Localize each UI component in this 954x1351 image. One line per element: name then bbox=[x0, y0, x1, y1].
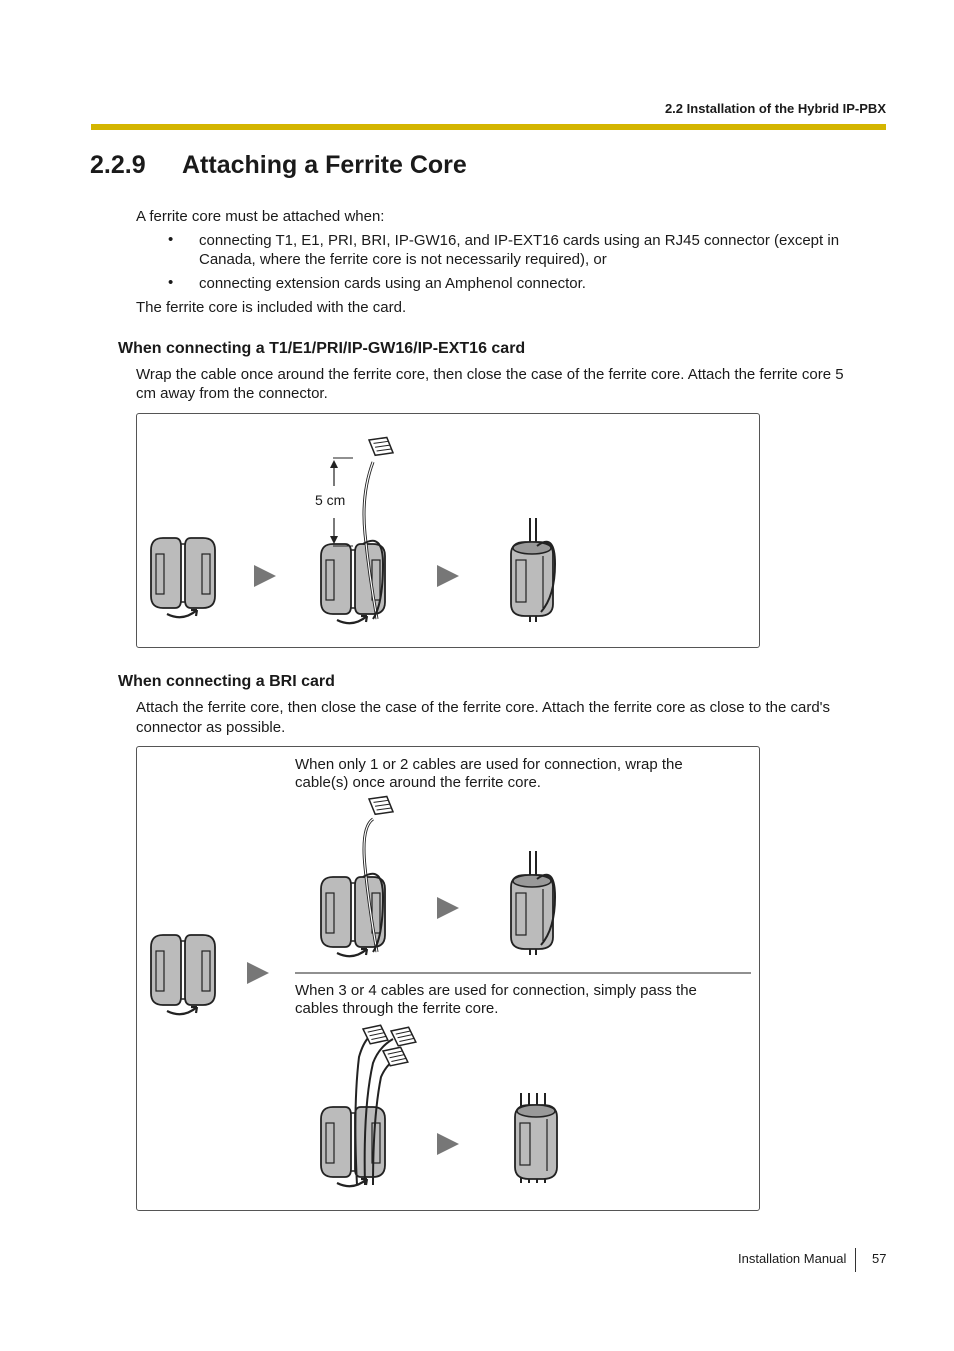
intro-note: The ferrite core is included with the card. bbox=[136, 299, 407, 316]
cable-with-core-open-icon bbox=[321, 796, 393, 956]
t1-heading: When connecting a T1/E1/PRI/IP-GW16/IP-EXT16 card bbox=[118, 340, 526, 357]
distance-label: 5 cm bbox=[315, 492, 346, 508]
ferrite-core-closed-multi-icon bbox=[515, 1093, 557, 1183]
bri-figure bbox=[136, 746, 760, 1211]
running-header: 2.2 Installation of the Hybrid IP-PBX bbox=[664, 101, 886, 116]
header-rule bbox=[91, 124, 886, 130]
t1-figure bbox=[136, 413, 760, 648]
bri-heading: When connecting a BRI card bbox=[118, 673, 335, 690]
ferrite-core-closed-icon bbox=[511, 518, 555, 622]
bullet-1-line-1: connecting T1, E1, PRI, BRI, IP-GW16, and IP-EXT16 cards using an RJ45 connector (except in bbox=[199, 232, 840, 249]
multi-cable-with-core-open-icon bbox=[321, 1024, 416, 1186]
case1-line-2: cable(s) once around the ferrite core. bbox=[295, 774, 541, 791]
next-step-arrow-icon bbox=[254, 565, 276, 587]
bri-text-line-2: connector as possible. bbox=[136, 719, 286, 736]
next-step-arrow-icon bbox=[437, 897, 459, 919]
bullet-1-line-2: Canada, where the ferrite core is not necessarily required), or bbox=[199, 251, 607, 268]
footer-label: Installation Manual bbox=[738, 1251, 847, 1266]
t1-figure-drawing bbox=[137, 414, 759, 647]
case2-line-2: cables through the ferrite core. bbox=[295, 1000, 499, 1017]
footer-separator bbox=[855, 1248, 856, 1272]
ferrite-core-open-icon bbox=[151, 538, 215, 617]
bullet-2-line-1: connecting extension cards using an Amphenol connector. bbox=[199, 275, 586, 292]
page-number: 57 bbox=[872, 1251, 887, 1266]
ferrite-core-closed-icon bbox=[511, 851, 555, 955]
t1-text-line-1: Wrap the cable once around the ferrite core, then close the case of the ferrite core. Attach the ferrite core 5 bbox=[136, 366, 844, 383]
t1-text-line-2: cm away from the connector. bbox=[136, 385, 328, 402]
next-step-arrow-icon bbox=[247, 962, 269, 984]
cable-with-core-open-icon bbox=[321, 437, 393, 623]
bullet-icon: • bbox=[168, 231, 174, 248]
case2-line-1: When 3 or 4 cables are used for connection, simply pass the bbox=[295, 982, 697, 999]
section-number: 2.2.9 bbox=[90, 151, 146, 179]
next-step-arrow-icon bbox=[437, 1133, 459, 1155]
ferrite-core-open-icon bbox=[151, 935, 215, 1014]
next-step-arrow-icon bbox=[437, 565, 459, 587]
intro-lead: A ferrite core must be attached when: bbox=[136, 208, 385, 225]
bri-text-line-1: Attach the ferrite core, then close the case of the ferrite core. Attach the ferrite core as close to the card's bbox=[136, 699, 831, 716]
bri-figure-drawing bbox=[137, 747, 759, 1210]
bullet-icon: • bbox=[168, 274, 174, 291]
section-title: Attaching a Ferrite Core bbox=[182, 151, 467, 179]
case1-line-1: When only 1 or 2 cables are used for connection, wrap the bbox=[295, 756, 683, 773]
